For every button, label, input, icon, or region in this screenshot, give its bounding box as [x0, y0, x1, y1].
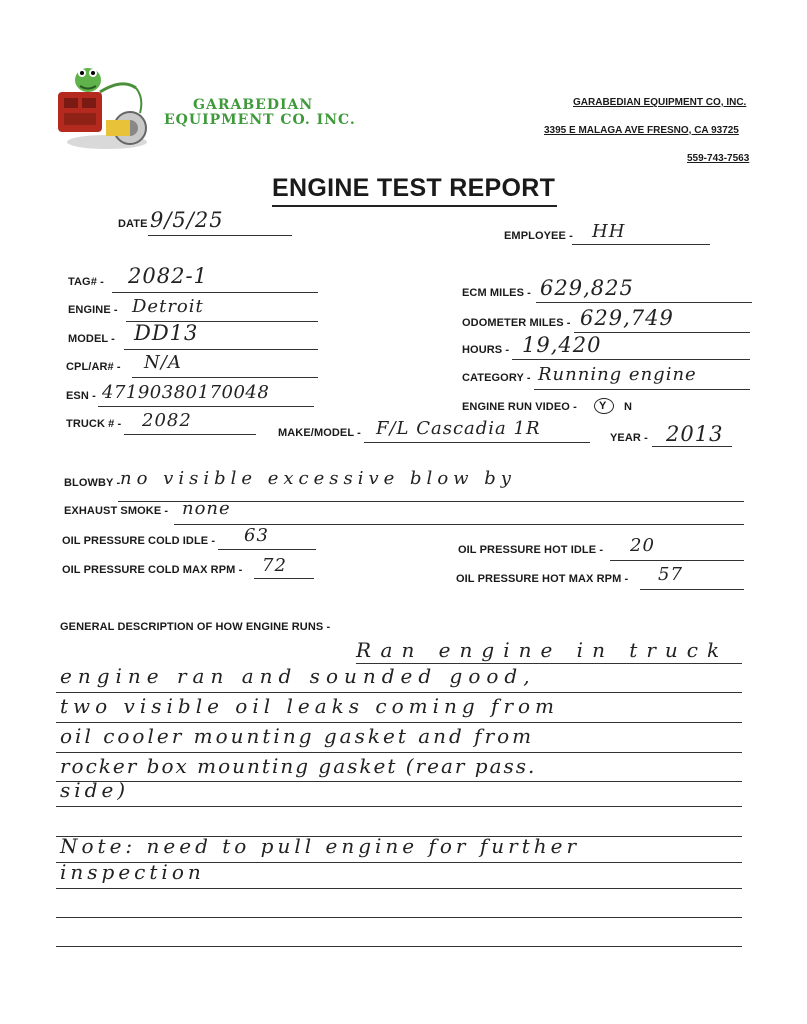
- ecm-miles-label: ECM MILES -: [462, 287, 531, 299]
- tag-label: TAG# -: [68, 276, 104, 288]
- ecm-miles-line: [536, 302, 752, 303]
- description-rule-11: [56, 946, 742, 947]
- truck-label: TRUCK # -: [66, 418, 122, 430]
- employee-value[interactable]: HH: [592, 221, 626, 242]
- date-value[interactable]: 9/5/25: [150, 208, 224, 232]
- cpl-line: [132, 377, 318, 378]
- employee-label: EMPLOYEE -: [504, 230, 573, 242]
- exhaust-smoke-value[interactable]: none: [182, 498, 231, 519]
- category-label: CATEGORY -: [462, 372, 531, 384]
- engine-label: ENGINE -: [68, 304, 118, 316]
- oil-cold-idle-value[interactable]: 63: [244, 525, 269, 546]
- logo-mascot-icon: [52, 58, 152, 153]
- blowby-label: BLOWBY -: [64, 477, 121, 489]
- report-title: ENGINE TEST REPORT: [272, 174, 556, 202]
- odometer-label: ODOMETER MILES -: [462, 317, 571, 329]
- odometer-value[interactable]: 629,749: [580, 306, 674, 330]
- cpl-label: CPL/AR# -: [66, 361, 121, 373]
- tag-line: [112, 292, 318, 293]
- description-line-6[interactable]: side): [60, 778, 130, 802]
- description-rule-6: [56, 806, 742, 807]
- truck-value[interactable]: 2082: [142, 410, 192, 431]
- hours-line: [512, 359, 750, 360]
- oil-cold-max-value[interactable]: 72: [262, 555, 287, 576]
- tag-value[interactable]: 2082-1: [128, 264, 208, 288]
- company-logo: [52, 58, 152, 153]
- year-line: [652, 446, 732, 447]
- logo-name-line2: EQUIPMENT CO. INC.: [164, 112, 356, 128]
- category-value[interactable]: Running engine: [538, 364, 697, 385]
- oil-hot-max-line: [640, 589, 744, 590]
- make-model-value[interactable]: F/L Cascadia 1R: [376, 418, 541, 439]
- logo-name-line1: GARABEDIAN: [193, 97, 314, 113]
- description-rule-10: [56, 917, 742, 918]
- oil-cold-idle-label: OIL PRESSURE COLD IDLE -: [62, 535, 216, 547]
- description-rule-2: [56, 692, 742, 693]
- video-no-option[interactable]: N: [624, 401, 633, 413]
- category-line: [534, 389, 750, 390]
- employee-line: [572, 244, 710, 245]
- oil-hot-idle-value[interactable]: 20: [630, 535, 655, 556]
- description-line-8[interactable]: Note: need to pull engine for further: [60, 834, 581, 858]
- date-label: DATE: [118, 218, 148, 230]
- esn-line: [98, 406, 314, 407]
- oil-hot-max-label: OIL PRESSURE HOT MAX RPM -: [456, 573, 629, 585]
- description-rule-9: [56, 888, 742, 889]
- video-yes-option[interactable]: Y: [599, 400, 607, 412]
- model-value[interactable]: DD13: [134, 321, 199, 345]
- description-line-1[interactable]: Ran engine in truck: [356, 638, 729, 662]
- esn-value[interactable]: 47190380170048: [102, 382, 270, 403]
- blowby-value[interactable]: no visible excessive blow by: [120, 468, 516, 489]
- oil-cold-max-line: [254, 578, 314, 579]
- engine-value[interactable]: Detroit: [132, 296, 204, 317]
- ecm-miles-value[interactable]: 629,825: [540, 276, 634, 300]
- make-model-label: MAKE/MODEL -: [278, 427, 361, 439]
- oil-hot-max-value[interactable]: 57: [658, 564, 683, 585]
- description-line-2[interactable]: engine ran and sounded good,: [60, 664, 536, 688]
- oil-hot-idle-line: [610, 560, 744, 561]
- model-label: MODEL -: [68, 333, 115, 345]
- company-address: 3395 E MALAGA AVE FRESNO, CA 93725: [544, 125, 739, 136]
- exhaust-smoke-label: EXHAUST SMOKE -: [64, 505, 169, 517]
- truck-line: [124, 434, 256, 435]
- model-line: [124, 349, 318, 350]
- company-phone: 559-743-7563: [687, 153, 750, 164]
- company-name: GARABEDIAN EQUIPMENT CO, INC.: [573, 97, 747, 108]
- description-label: GENERAL DESCRIPTION OF HOW ENGINE RUNS -: [60, 621, 331, 633]
- cpl-value[interactable]: N/A: [144, 352, 182, 373]
- description-rule-3: [56, 722, 742, 723]
- year-value[interactable]: 2013: [666, 422, 724, 446]
- oil-cold-max-label: OIL PRESSURE COLD MAX RPM -: [62, 564, 243, 576]
- engine-run-video-label: ENGINE RUN VIDEO -: [462, 401, 577, 413]
- description-line-5[interactable]: rocker box mounting gasket (rear pass.: [60, 754, 537, 778]
- oil-hot-idle-label: OIL PRESSURE HOT IDLE -: [458, 544, 604, 556]
- date-line: [148, 235, 292, 236]
- description-line-9[interactable]: inspection: [60, 860, 205, 884]
- hours-value[interactable]: 19,420: [522, 333, 602, 357]
- hours-label: HOURS -: [462, 344, 510, 356]
- esn-label: ESN -: [66, 390, 96, 402]
- description-rule-5: [56, 781, 742, 782]
- oil-cold-idle-line: [218, 549, 316, 550]
- description-line-3[interactable]: two visible oil leaks coming from: [60, 694, 560, 718]
- description-rule-4: [56, 752, 742, 753]
- make-model-line: [364, 442, 590, 443]
- year-label: YEAR -: [610, 432, 648, 444]
- title-underline: [272, 205, 557, 207]
- description-line-4[interactable]: oil cooler mounting gasket and from: [60, 724, 535, 748]
